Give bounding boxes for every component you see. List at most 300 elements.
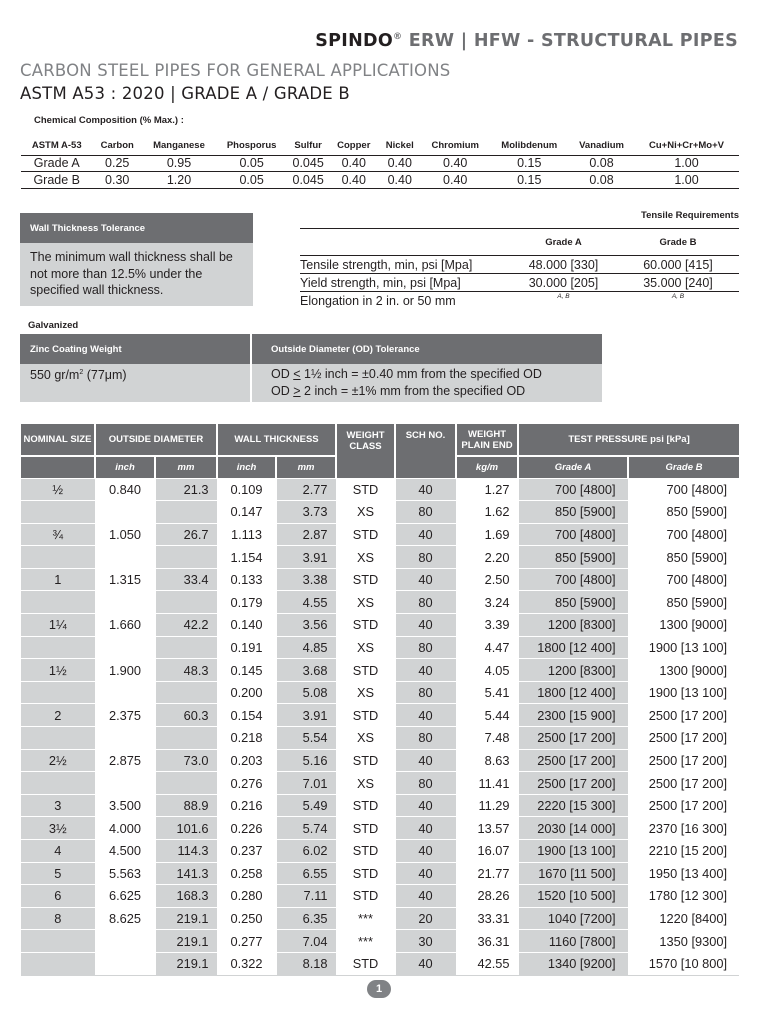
weight-class: STD xyxy=(336,704,395,727)
od-inch xyxy=(95,591,155,614)
chemical-header-row xyxy=(21,136,739,155)
weight-kgm: 4.05 xyxy=(456,659,518,682)
od-mm: 101.6 xyxy=(155,817,217,840)
od-mm: 73.0 xyxy=(155,749,217,772)
od-mm: 141.3 xyxy=(155,862,217,885)
wall-thickness-col-header: WALL THICKNESS xyxy=(217,424,336,456)
wall-inch: 0.140 xyxy=(217,614,276,637)
table-row xyxy=(21,546,739,569)
table-row xyxy=(21,659,739,682)
od-inch: 5.563 xyxy=(95,862,155,885)
table-row xyxy=(21,501,739,524)
nominal-size xyxy=(21,681,95,704)
od-mm xyxy=(155,591,217,614)
od-line-1-text: 1½ inch = ±0.40 mm from the specified OD xyxy=(300,367,542,381)
wall-mm: 7.11 xyxy=(276,885,336,908)
weight-class: STD xyxy=(336,749,395,772)
sch-no: 40 xyxy=(395,478,456,501)
od-mm-header: mm xyxy=(155,456,217,478)
wall-mm: 8.18 xyxy=(276,952,336,975)
tensile-grade-a: 48.000 [330] xyxy=(510,256,617,274)
nominal-size: 1¼ xyxy=(21,614,95,637)
sch-no: 40 xyxy=(395,704,456,727)
pressure-grade-a: 1670 [11 500] xyxy=(518,862,628,885)
wall-mm: 3.38 xyxy=(276,568,336,591)
sch-no: 80 xyxy=(395,727,456,750)
sch-no: 40 xyxy=(395,749,456,772)
wall-inch: 0.216 xyxy=(217,794,276,817)
od-line-2 xyxy=(271,383,602,400)
tensile-note-b: A, B xyxy=(671,293,685,300)
pressure-grade-b: 700 [4800] xyxy=(628,523,739,546)
pressure-grade-a: 1040 [7200] xyxy=(518,907,628,930)
weight-kgm: 5.41 xyxy=(456,681,518,704)
chemical-body xyxy=(21,155,739,188)
wall-mm: 3.73 xyxy=(276,501,336,524)
wall-mm: 5.16 xyxy=(276,749,336,772)
table-row xyxy=(21,681,739,704)
test-pressure-header: TEST PRESSURE psi [kPa] xyxy=(518,424,739,456)
od-inch: 2.375 xyxy=(95,704,155,727)
weight-class: *** xyxy=(336,907,395,930)
nominal-size: 1½ xyxy=(21,659,95,682)
weight-class: XS xyxy=(336,772,395,795)
od-mm xyxy=(155,727,217,750)
chemical-column-header: Nickel xyxy=(379,136,422,155)
pressure-grade-b: 850 [5900] xyxy=(628,501,739,524)
table-row xyxy=(21,930,739,953)
outside-diameter-header: OUTSIDE DIAMETER xyxy=(95,424,217,456)
chemical-value: 0.40 xyxy=(329,155,378,172)
pressure-grade-b: 2500 [17 200] xyxy=(628,727,739,750)
tensile-row xyxy=(300,292,739,310)
nominal-size: 1 xyxy=(21,568,95,591)
weight-class: STD xyxy=(336,817,395,840)
kgm-header: kg/m xyxy=(456,456,518,478)
weight-kgm: 1.62 xyxy=(456,501,518,524)
sch-no: 80 xyxy=(395,636,456,659)
wall-inch: 0.191 xyxy=(217,636,276,659)
weight-kgm: 36.31 xyxy=(456,930,518,953)
product-line: ERW | HFW - STRUCTURAL PIPES xyxy=(402,31,738,51)
sch-no: 40 xyxy=(395,817,456,840)
nominal-size: ½ xyxy=(21,478,95,501)
pressure-grade-a: 1200 [8300] xyxy=(518,659,628,682)
chemical-value: 0.95 xyxy=(142,155,216,172)
table-row xyxy=(21,478,739,501)
weight-kgm: 3.39 xyxy=(456,614,518,637)
nominal-size-header: NOMINAL SIZE xyxy=(21,424,95,456)
chemical-value: 0.05 xyxy=(216,172,287,189)
pressure-grade-a: 1340 [9200] xyxy=(518,952,628,975)
chemical-value: 0.15 xyxy=(489,155,569,172)
od-inch: 1.050 xyxy=(95,523,155,546)
tensile-row xyxy=(300,274,739,292)
pressure-grade-b: 1900 [13 100] xyxy=(628,681,739,704)
weight-kgm: 13.57 xyxy=(456,817,518,840)
wall-mm-header: mm xyxy=(276,456,336,478)
wall-inch: 0.258 xyxy=(217,862,276,885)
wall-mm: 3.91 xyxy=(276,546,336,569)
wall-inch: 1.154 xyxy=(217,546,276,569)
weight-plain-end-header: WEIGHT PLAIN END xyxy=(456,424,518,456)
od-tolerance-text xyxy=(252,364,602,402)
page-number: 1 xyxy=(367,980,391,998)
weight-class: STD xyxy=(336,885,395,908)
chemical-value: 0.05 xyxy=(216,155,287,172)
tensile-grade-b: 60.000 [415] xyxy=(617,256,739,274)
weight-class: STD xyxy=(336,862,395,885)
pipe-header-row xyxy=(21,424,739,456)
pressure-grade-a: 850 [5900] xyxy=(518,501,628,524)
grade-b-header: Grade B xyxy=(628,456,739,478)
pressure-grade-a: 2300 [15 900] xyxy=(518,704,628,727)
chemical-column-header: ASTM A-53 xyxy=(21,136,92,155)
pressure-grade-a: 700 [4800] xyxy=(518,568,628,591)
od-inch xyxy=(95,727,155,750)
brand-name: SPINDO xyxy=(315,31,394,51)
chemical-value: 0.25 xyxy=(92,155,141,172)
greater-equal-symbol: > xyxy=(293,383,301,398)
nominal-size: 5 xyxy=(21,862,95,885)
od-line-2-text: 2 inch = ±1% mm from the specified OD xyxy=(300,383,526,398)
chemical-value: 1.20 xyxy=(142,172,216,189)
chemical-column-header: Molibdenum xyxy=(489,136,569,155)
wall-mm: 6.55 xyxy=(276,862,336,885)
chemical-value: 0.40 xyxy=(379,155,422,172)
page-subtitle: ASTM A53 : 2020 | GRADE A / GRADE B xyxy=(20,84,350,103)
tensile-label: Elongation in 2 in. or 50 mm xyxy=(300,293,456,308)
weight-class: STD xyxy=(336,840,395,863)
chemical-value: 0.40 xyxy=(329,172,378,189)
od-mm xyxy=(155,772,217,795)
od-mm: 21.3 xyxy=(155,478,217,501)
pressure-grade-b: 1300 [9000] xyxy=(628,659,739,682)
sch-no: 40 xyxy=(395,952,456,975)
sch-no: 40 xyxy=(395,614,456,637)
chemical-value: 0.40 xyxy=(379,172,422,189)
sch-no: 40 xyxy=(395,659,456,682)
wall-mm: 5.54 xyxy=(276,727,336,750)
wall-mm: 6.02 xyxy=(276,840,336,863)
od-inch: 3.500 xyxy=(95,794,155,817)
pressure-grade-b: 850 [5900] xyxy=(628,546,739,569)
od-inch: 4.500 xyxy=(95,840,155,863)
weight-class: STD xyxy=(336,523,395,546)
od-line-1-prefix: OD xyxy=(271,367,294,381)
od-mm: 219.1 xyxy=(155,952,217,975)
weight-class: XS xyxy=(336,591,395,614)
table-row xyxy=(21,523,739,546)
pressure-grade-b: 700 [4800] xyxy=(628,568,739,591)
sch-no: 80 xyxy=(395,591,456,614)
sch-no-header: SCH NO. xyxy=(395,424,456,478)
weight-class: XS xyxy=(336,681,395,704)
sch-no: 20 xyxy=(395,907,456,930)
sch-no: 40 xyxy=(395,568,456,591)
od-mm xyxy=(155,501,217,524)
table-row xyxy=(21,636,739,659)
wall-inch: 0.276 xyxy=(217,772,276,795)
weight-kgm: 1.27 xyxy=(456,478,518,501)
wall-mm: 7.01 xyxy=(276,772,336,795)
od-inch-header: inch xyxy=(95,456,155,478)
od-inch: 1.315 xyxy=(95,568,155,591)
sch-no: 80 xyxy=(395,772,456,795)
pipe-body xyxy=(21,478,739,975)
table-row xyxy=(21,614,739,637)
weight-class: STD xyxy=(336,478,395,501)
od-tolerance-header: Outside Diameter (OD) Tolerance xyxy=(252,334,602,364)
table-row xyxy=(21,568,739,591)
od-inch xyxy=(95,501,155,524)
od-mm xyxy=(155,546,217,569)
table-row xyxy=(21,772,739,795)
brand-line xyxy=(315,31,738,51)
od-inch: 4.000 xyxy=(95,817,155,840)
pressure-grade-a: 1520 [10 500] xyxy=(518,885,628,908)
tensile-row xyxy=(300,256,739,274)
wall-mm: 5.74 xyxy=(276,817,336,840)
sch-no: 40 xyxy=(395,862,456,885)
sch-no: 40 xyxy=(395,523,456,546)
weight-class: STD xyxy=(336,659,395,682)
sch-no: 40 xyxy=(395,885,456,908)
weight-kgm: 42.55 xyxy=(456,952,518,975)
sch-no: 40 xyxy=(395,840,456,863)
nominal-size xyxy=(21,591,95,614)
pressure-grade-b: 1350 [9300] xyxy=(628,930,739,953)
pressure-grade-a: 2500 [17 200] xyxy=(518,772,628,795)
pressure-grade-a: 700 [4800] xyxy=(518,523,628,546)
pressure-grade-b: 2500 [17 200] xyxy=(628,794,739,817)
pressure-grade-b: 850 [5900] xyxy=(628,591,739,614)
od-inch xyxy=(95,681,155,704)
wall-inch: 1.113 xyxy=(217,523,276,546)
pressure-grade-b: 1950 [13 400] xyxy=(628,862,739,885)
chemical-column-header: Carbon xyxy=(92,136,141,155)
sch-no: 40 xyxy=(395,794,456,817)
weight-kgm: 2.20 xyxy=(456,546,518,569)
nominal-size xyxy=(21,546,95,569)
tensile-header-row xyxy=(300,229,739,256)
chemical-value: 0.045 xyxy=(287,155,329,172)
weight-class: *** xyxy=(336,930,395,953)
weight-class: STD xyxy=(336,614,395,637)
pressure-grade-b: 700 [4800] xyxy=(628,478,739,501)
grade-label: Grade A xyxy=(21,155,92,172)
wall-inch: 0.237 xyxy=(217,840,276,863)
tensile-grade-b: 35.000 [240] xyxy=(617,274,739,292)
od-inch: 0.840 xyxy=(95,478,155,501)
table-row xyxy=(21,840,739,863)
od-line-1 xyxy=(271,366,602,383)
wall-mm: 3.91 xyxy=(276,704,336,727)
od-inch: 8.625 xyxy=(95,907,155,930)
nominal-size xyxy=(21,501,95,524)
pressure-grade-a: 2220 [15 300] xyxy=(518,794,628,817)
nominal-size xyxy=(21,952,95,975)
chemical-value: 0.40 xyxy=(421,155,489,172)
weight-class: STD xyxy=(336,952,395,975)
wall-inch: 0.277 xyxy=(217,930,276,953)
nominal-size xyxy=(21,930,95,953)
chemical-value: 0.30 xyxy=(92,172,141,189)
pressure-grade-b: 1900 [13 100] xyxy=(628,636,739,659)
tensile-grade-a: 30.000 [205] xyxy=(510,274,617,292)
chemical-composition-label: Chemical Composition (% Max.) : xyxy=(34,115,184,126)
pressure-grade-b: 1220 [8400] xyxy=(628,907,739,930)
sch-no: 80 xyxy=(395,546,456,569)
chemical-column-header: Chromium xyxy=(421,136,489,155)
wall-mm: 2.87 xyxy=(276,523,336,546)
wall-mm: 2.77 xyxy=(276,478,336,501)
sch-no: 80 xyxy=(395,501,456,524)
pressure-grade-b: 1300 [9000] xyxy=(628,614,739,637)
sch-no: 80 xyxy=(395,681,456,704)
table-row xyxy=(21,885,739,908)
weight-kgm: 7.48 xyxy=(456,727,518,750)
wall-inch: 0.280 xyxy=(217,885,276,908)
pressure-grade-a: 2500 [17 200] xyxy=(518,749,628,772)
wall-inch: 0.147 xyxy=(217,501,276,524)
nominal-size xyxy=(21,772,95,795)
wall-mm: 3.68 xyxy=(276,659,336,682)
od-mm: 219.1 xyxy=(155,907,217,930)
pressure-grade-b: 1570 [10 800] xyxy=(628,952,739,975)
pressure-grade-b: 1780 [12 300] xyxy=(628,885,739,908)
pressure-grade-b: 2500 [17 200] xyxy=(628,704,739,727)
less-equal-symbol: < xyxy=(293,367,301,381)
weight-kgm: 8.63 xyxy=(456,749,518,772)
chemical-composition-table xyxy=(21,136,739,189)
pressure-grade-b: 2370 [16 300] xyxy=(628,817,739,840)
od-inch xyxy=(95,636,155,659)
od-inch: 2.875 xyxy=(95,749,155,772)
tensile-label: Yield strength, min, psi [Mpa] xyxy=(300,274,510,292)
nominal-size: 2½ xyxy=(21,749,95,772)
grade-label: Grade B xyxy=(21,172,92,189)
chemical-row xyxy=(21,155,739,172)
od-inch: 6.625 xyxy=(95,885,155,908)
wall-inch: 0.250 xyxy=(217,907,276,930)
tensile-header-blank xyxy=(300,229,510,256)
nominal-size: 4 xyxy=(21,840,95,863)
weight-class: STD xyxy=(336,568,395,591)
chemical-value: 0.045 xyxy=(287,172,329,189)
weight-kgm: 1.69 xyxy=(456,523,518,546)
od-inch xyxy=(95,930,155,953)
nominal-size-subheader xyxy=(21,456,95,478)
table-row xyxy=(21,862,739,885)
weight-class: XS xyxy=(336,546,395,569)
zinc-rest: (77μm) xyxy=(83,368,127,382)
galvanized-label: Galvanized xyxy=(28,320,79,331)
nominal-size xyxy=(21,636,95,659)
od-mm: 48.3 xyxy=(155,659,217,682)
od-mm: 26.7 xyxy=(155,523,217,546)
od-mm: 114.3 xyxy=(155,840,217,863)
tensile-title: Tensile Requirements xyxy=(640,210,739,221)
wall-mm: 7.04 xyxy=(276,930,336,953)
weight-kgm: 33.31 xyxy=(456,907,518,930)
weight-class: XS xyxy=(336,501,395,524)
od-mm xyxy=(155,681,217,704)
weight-class: STD xyxy=(336,794,395,817)
chemical-column-header: Vanadium xyxy=(569,136,634,155)
pressure-grade-a: 1160 [7800] xyxy=(518,930,628,953)
chemical-value: 0.08 xyxy=(569,155,634,172)
weight-kgm: 11.41 xyxy=(456,772,518,795)
zinc-sup: 2 xyxy=(79,369,84,376)
pressure-grade-a: 1900 [13 100] xyxy=(518,840,628,863)
chemical-column-header: Manganese xyxy=(142,136,216,155)
pressure-grade-a: 850 [5900] xyxy=(518,591,628,614)
wall-inch: 0.200 xyxy=(217,681,276,704)
chemical-column-header: Phosporus xyxy=(216,136,287,155)
weight-kgm: 2.50 xyxy=(456,568,518,591)
table-row xyxy=(21,817,739,840)
zinc-coating-value xyxy=(20,364,250,402)
pipe-dimensions-table xyxy=(21,424,739,976)
od-mm: 42.2 xyxy=(155,614,217,637)
tensile-header-grade-a: Grade A xyxy=(510,229,617,256)
chemical-value: 0.40 xyxy=(421,172,489,189)
wall-inch: 0.133 xyxy=(217,568,276,591)
pressure-grade-b: 2500 [17 200] xyxy=(628,749,739,772)
page-title: CARBON STEEL PIPES FOR GENERAL APPLICATIONS xyxy=(20,61,451,80)
nominal-size: 8 xyxy=(21,907,95,930)
weight-kgm: 5.44 xyxy=(456,704,518,727)
wall-inch: 0.226 xyxy=(217,817,276,840)
wall-thickness-header: Wall Thickness Tolerance xyxy=(20,213,253,243)
registered-mark: ® xyxy=(393,32,403,42)
wall-inch: 0.154 xyxy=(217,704,276,727)
pressure-grade-a: 850 [5900] xyxy=(518,546,628,569)
chemical-value: 0.15 xyxy=(489,172,569,189)
wall-mm: 6.35 xyxy=(276,907,336,930)
wall-inch: 0.203 xyxy=(217,749,276,772)
table-row xyxy=(21,727,739,750)
weight-kgm: 4.47 xyxy=(456,636,518,659)
nominal-size: 3 xyxy=(21,794,95,817)
od-mm: 33.4 xyxy=(155,568,217,591)
wall-inch: 0.109 xyxy=(217,478,276,501)
pressure-grade-a: 1200 [8300] xyxy=(518,614,628,637)
sch-no: 30 xyxy=(395,930,456,953)
weight-kgm: 16.07 xyxy=(456,840,518,863)
pressure-grade-b: 2500 [17 200] xyxy=(628,772,739,795)
od-inch: 1.660 xyxy=(95,614,155,637)
nominal-size: 6 xyxy=(21,885,95,908)
wall-inch: 0.145 xyxy=(217,659,276,682)
tensile-label: Tensile strength, min, psi [Mpa] xyxy=(300,256,510,274)
wall-inch: 0.179 xyxy=(217,591,276,614)
grade-a-header: Grade A xyxy=(518,456,628,478)
chemical-value: 1.00 xyxy=(634,155,739,172)
tensile-header-grade-b: Grade B xyxy=(617,229,739,256)
od-inch xyxy=(95,952,155,975)
od-mm: 219.1 xyxy=(155,930,217,953)
wall-inch: 0.322 xyxy=(217,952,276,975)
table-row xyxy=(21,952,739,975)
chemical-column-header: Copper xyxy=(329,136,378,155)
wall-inch-header: inch xyxy=(217,456,276,478)
od-mm: 88.9 xyxy=(155,794,217,817)
weight-kgm: 21.77 xyxy=(456,862,518,885)
od-inch: 1.900 xyxy=(95,659,155,682)
chemical-value: 1.00 xyxy=(634,172,739,189)
